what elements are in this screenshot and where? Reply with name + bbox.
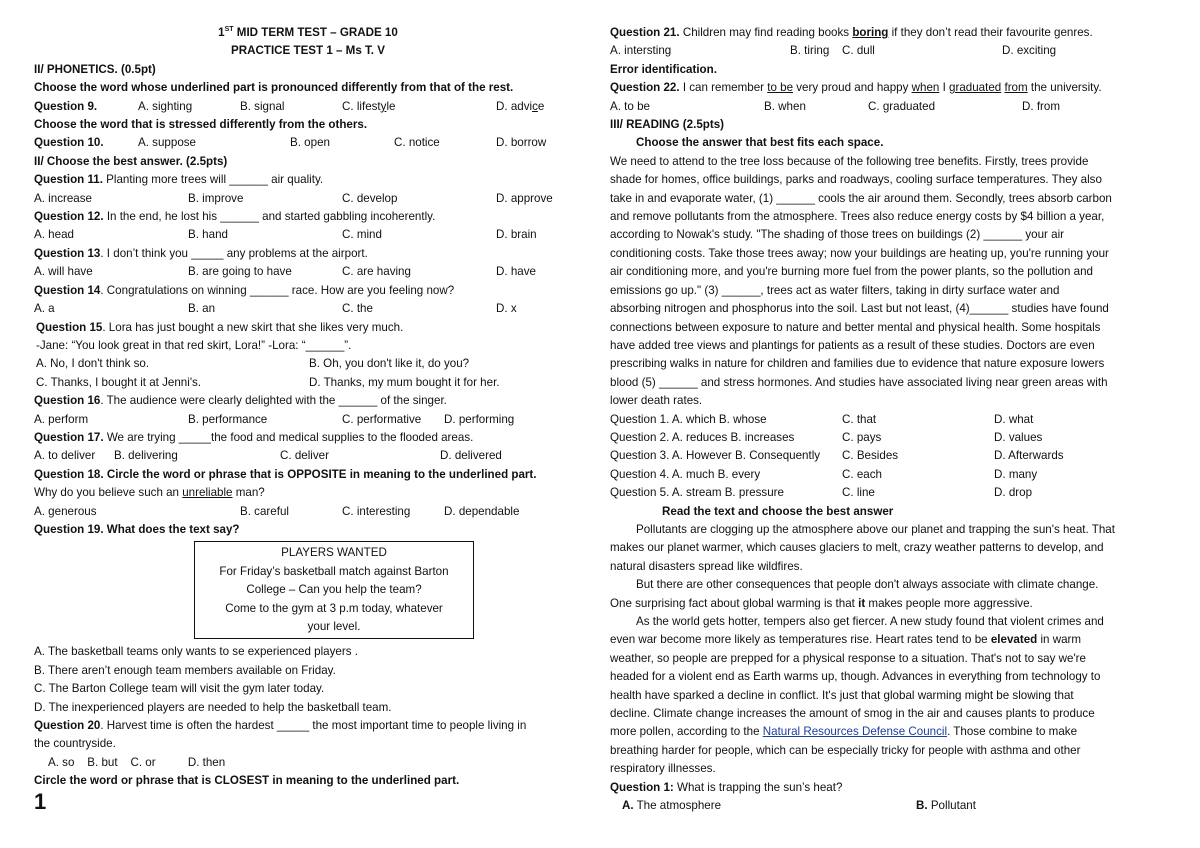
q14-option-b[interactable]: B. an: [188, 302, 216, 316]
question-14: Question 14. Congratulations on winning ______ race. How are you feeling now?: [34, 283, 455, 297]
q14-option-a[interactable]: A. a: [34, 302, 55, 316]
q16-options: [34, 411, 582, 429]
q14-option-d[interactable]: D. x: [496, 302, 517, 316]
q18-option-a[interactable]: A. generous: [34, 504, 97, 518]
closest-instruction: Circle the word or phrase that is CLOSEST in meaning to the underlined part.: [34, 774, 460, 788]
q21-option-b[interactable]: B. tiring: [790, 44, 830, 58]
q12-option-b[interactable]: B. hand: [188, 228, 228, 242]
q15-option-b[interactable]: B. Oh, you don't like it, do you?: [309, 357, 470, 371]
question-18: Question 18. Circle the word or phrase that is OPPOSITE in meaning to the underlined part.: [34, 467, 537, 481]
question-16: Question 16. The audience were clearly delighted with the ______ of the singer.: [34, 394, 447, 408]
q18-underlined: unreliable: [182, 486, 233, 500]
q14-option-c[interactable]: C. the: [342, 302, 373, 316]
q11-option-b[interactable]: B. improve: [188, 191, 244, 205]
reading-passage-1: [610, 153, 1172, 411]
q17-option-b[interactable]: B. delivering: [114, 449, 178, 463]
q21-option-a[interactable]: A. intersting: [610, 44, 672, 58]
q10-option-c[interactable]: C. notice: [394, 136, 440, 150]
q10-option-b[interactable]: B. open: [290, 136, 330, 150]
q17-option-d[interactable]: D. delivered: [440, 449, 502, 463]
reading-q1-option-b[interactable]: B. Pollutant: [916, 799, 976, 813]
q16-option-a[interactable]: A. perform: [34, 412, 89, 426]
cloze-question-3[interactable]: Question 3. A. However B. Consequently C. Besides D. Afterwards: [610, 449, 1064, 463]
passage-line: But there are other consequences that people don't always associate with climate change.: [636, 578, 1099, 592]
nrdc-link[interactable]: Natural Resources Defense Council: [762, 725, 948, 739]
q22-option-d[interactable]: D. from: [1022, 99, 1061, 113]
passage-line: decline. Climate change increases the amount of smog in the air and causes plants to produce: [610, 707, 1095, 721]
q9-option-d[interactable]: D. advice: [496, 99, 545, 113]
reading-passage-2: [610, 521, 1172, 779]
cloze-question-1[interactable]: Question 1. A. which B. whose C. that D. what: [610, 412, 1034, 426]
q18-option-b[interactable]: B. careful: [240, 504, 289, 518]
left-column: [34, 24, 582, 791]
q21-option-c[interactable]: C. dull: [842, 44, 875, 58]
phonetics-instruction-2: Choose the word that is stressed differently from the others.: [34, 118, 368, 132]
q13-option-a[interactable]: A. will have: [34, 265, 93, 279]
passage-line: conditioning costs. Take those trees away; now your buildings are heating up, you're running your: [610, 246, 1109, 260]
test-subtitle: PRACTICE TEST 1 – Ms T. V: [231, 44, 385, 58]
error-identification-heading: Error identification.: [610, 62, 717, 76]
q12-option-c[interactable]: C. mind: [342, 228, 382, 242]
test-title: 1ST MID TERM TEST – GRADE 10: [218, 26, 398, 39]
q11-options: [34, 190, 582, 208]
q20-options[interactable]: A. so B. but C. or D. then: [48, 755, 226, 769]
passage-line: more pollen, according to the Natural Resources Defense Council. Those combine to make: [610, 725, 1078, 739]
passage-line: As the world gets hotter, tempers also get fiercer. A new study found that violent crimes and: [636, 615, 1104, 628]
bold-elevated: elevated: [990, 633, 1038, 647]
q21-option-d[interactable]: D. exciting: [1002, 44, 1057, 58]
question-20: Question 20. Harvest time is often the hardest _____ the most important time to people living in: [34, 719, 527, 733]
q15-option-a[interactable]: A. No, I don't think so.: [36, 357, 150, 371]
passage-line: health have sparked a decline in conflict. It's just that global warming might be slowing that: [610, 688, 1074, 702]
q13-options: [34, 263, 582, 281]
reading-question-1: Question 1: What is trapping the sun’s heat?: [610, 780, 843, 794]
q19-option-d[interactable]: D. The inexperienced players are needed to help the basketball team.: [34, 700, 392, 714]
passage-line: air conditioning more, and you're burning more fuel from the power plants, so the pollution and: [610, 265, 1093, 279]
q16-option-c[interactable]: C. performative: [342, 412, 422, 426]
reading-q1-options: [610, 797, 1172, 815]
q22-options: [610, 98, 1172, 116]
reading-instruction: Choose the answer that best fits each space.: [636, 136, 884, 150]
q13-option-b[interactable]: B. are going to have: [188, 265, 292, 279]
q21-options: [610, 42, 1172, 60]
q9-option-b[interactable]: B. signal: [240, 99, 285, 113]
q15-option-c[interactable]: C. Thanks, I bought it at Jenni's.: [36, 375, 202, 389]
q12-option-d[interactable]: D. brain: [496, 228, 537, 242]
passage-line: respiratory illnesses.: [610, 762, 716, 776]
q19-option-a[interactable]: A. The basketball teams only wants to se experienced players .: [34, 645, 358, 659]
passage-line: according to Nowak's study. "The shading of those trees on buildings (2) ______ your air: [610, 228, 1065, 242]
question-11: Question 11. Planting more trees will ______ air quality.: [34, 173, 324, 187]
q18-sentence: Why do you believe such an unreliable man?: [34, 486, 265, 500]
read-text-heading: Read the text and choose the best answer: [662, 504, 894, 518]
q15-option-d[interactable]: D. Thanks, my mum bought it for her.: [309, 375, 500, 389]
q18-option-c[interactable]: C. interesting: [342, 504, 411, 518]
q17-option-a[interactable]: A. to deliver: [34, 449, 96, 463]
q9-option-a[interactable]: A. sighting: [138, 99, 193, 113]
players-wanted-notice: PLAYERS WANTED For Friday’s basketball match against Barton College – Can you help the team? Come to the gym at 3 p.m today, whatever your level.: [194, 541, 474, 639]
passage-line: We need to attend to the tree loss because of the following tree benefits. Firstly, trees provide: [610, 154, 1089, 168]
passage-line: makes our planet warmer, which causes glaciers to melt, crazy weather patterns to develop, and: [610, 541, 1104, 555]
phonetics-heading: II/ PHONETICS. (0.5pt): [34, 62, 156, 76]
passage-line: Pollutants are clogging up the atmosphere above our planet and trapping the sun's heat. That: [636, 522, 1115, 536]
q11-option-a[interactable]: A. increase: [34, 191, 92, 205]
q19-option-c[interactable]: C. The Barton College team will visit the gym later today.: [34, 682, 325, 696]
question-13: Question 13. I don’t think you _____ any problems at the airport.: [34, 246, 368, 260]
bold-it: it: [858, 596, 866, 610]
question-19: Question 19. What does the text say?: [34, 522, 240, 536]
question-21: Question 21. Children may find reading books boring if they don’t read their favourite genres.: [610, 26, 1093, 39]
question-9: Question 9. A. sighting B. signal C. lifestyle D. advice: [34, 98, 582, 116]
passage-line: and remove pollutants from the atmosphere. Trees also reduce energy costs by $4 billion a year,: [610, 210, 1105, 224]
q15-dialog: -Jane: “You look great in that red skirt, Lora!” -Lora: “______”.: [36, 338, 352, 352]
passage-line: breathing harder for people, which can be especially tricky for people with asthma and other: [610, 743, 1081, 757]
question-22: Question 22. I can remember to be very proud and happy when I graduated from the university.: [610, 81, 1102, 95]
q14-options: [34, 300, 582, 318]
q15-options-ab: [34, 355, 582, 373]
passage-line: have added tree views and plantings for patients as a result of these studies. Doctors are even: [610, 338, 1095, 352]
q13-option-c[interactable]: C. are having: [342, 265, 411, 279]
q18-option-d[interactable]: D. dependable: [444, 504, 520, 518]
q12-options: [34, 226, 582, 244]
passage-line: emissions go up." (3) ______, trees act as water filters, taking in dirty surface water and: [610, 283, 1060, 297]
q10-option-a[interactable]: A. suppose: [138, 136, 197, 150]
question-12: Question 12. In the end, he lost his ______ and started gabbling incoherently.: [34, 210, 436, 224]
passage-line: even war become more likely as temperatures rise. Heart rates tend to be elevated in warm: [610, 633, 1082, 647]
q22-option-b[interactable]: B. when: [764, 99, 806, 113]
q22-option-a[interactable]: A. to be: [610, 99, 650, 113]
passage-line: headed for a violent end as Earth warms up, though. Advances in everything from technology to: [610, 670, 1101, 684]
page-number: 1: [34, 789, 47, 814]
passage-line: lower death rates.: [610, 394, 703, 408]
q17-options: [34, 447, 582, 465]
q21-underlined: boring: [852, 26, 889, 39]
q9-option-c[interactable]: C. lifestyle: [342, 99, 396, 113]
q16-option-d[interactable]: D. performing: [444, 412, 515, 426]
passage-line: shade for homes, office buildings, parks and roadways, cooling surface temperatures. They also: [610, 173, 1102, 187]
passage-line: natural disasters spread like wildfires.: [610, 559, 803, 573]
q22-option-c[interactable]: C. graduated: [868, 99, 936, 113]
passage-line: prescribing walks in nature for children and families due to evidence that nature exposure lowers: [610, 357, 1105, 371]
q11-option-c[interactable]: C. develop: [342, 191, 398, 205]
passage-line: One surprising fact about global warming is that it makes people more aggressive.: [610, 596, 1033, 610]
q16-option-b[interactable]: B. performance: [188, 412, 268, 426]
cloze-question-4[interactable]: Question 4. A. much B. every C. each D. many: [610, 467, 1038, 481]
choose-heading: II/ Choose the best answer. (2.5pts): [34, 154, 228, 168]
question-15: Question 15. Lora has just bought a new skirt that she likes very much.: [36, 320, 404, 334]
reading-q1-option-a[interactable]: A. The atmosphere: [622, 799, 722, 813]
passage-line: blood (5) ______ and stress hormones. And studies have associated living near green areas with: [610, 375, 1108, 389]
q13-option-d[interactable]: D. have: [496, 265, 536, 279]
question-10: Question 10. A. suppose B. open C. notice D. borrow: [34, 134, 582, 152]
q15-options-cd: [34, 374, 582, 392]
cloze-question-5[interactable]: Question 5. A. stream B. pressure C. line D. drop: [610, 486, 1033, 500]
reading-heading: III/ READING (2.5pts): [610, 118, 725, 132]
right-column: [610, 24, 1172, 815]
question-17: Question 17. We are trying _____the food and medical supplies to the flooded areas.: [34, 430, 474, 444]
cloze-question-2[interactable]: Question 2. A. reduces B. increases C. pays D. values: [610, 430, 1043, 444]
q11-option-d[interactable]: D. approve: [496, 191, 553, 205]
q19-option-b[interactable]: B. There aren’t enough team members available on Friday.: [34, 663, 336, 677]
q17-option-c[interactable]: C. deliver: [280, 449, 329, 463]
passage-line: absorbing nitrogen and phosphorus into the soil. Last but not least, (4)______ studies have found: [610, 302, 1109, 316]
q10-option-d[interactable]: D. borrow: [496, 136, 547, 150]
q18-options: [34, 503, 582, 521]
passage-line: weather, so people are prepped for a physical response to a situation. That's not to say we're: [610, 651, 1086, 665]
passage-line: take in and evaporate water, (1) ______ cools the air around them. Secondly, trees absorb carbon: [610, 191, 1112, 205]
phonetics-instruction-1: Choose the word whose underlined part is pronounced differently from that of the rest.: [34, 81, 514, 95]
q12-option-a[interactable]: A. head: [34, 228, 74, 242]
passage-line: connections between exposure to nature and better mental and physical health. Some hospitals: [610, 320, 1101, 334]
q20-continuation: the countryside.: [34, 737, 116, 751]
